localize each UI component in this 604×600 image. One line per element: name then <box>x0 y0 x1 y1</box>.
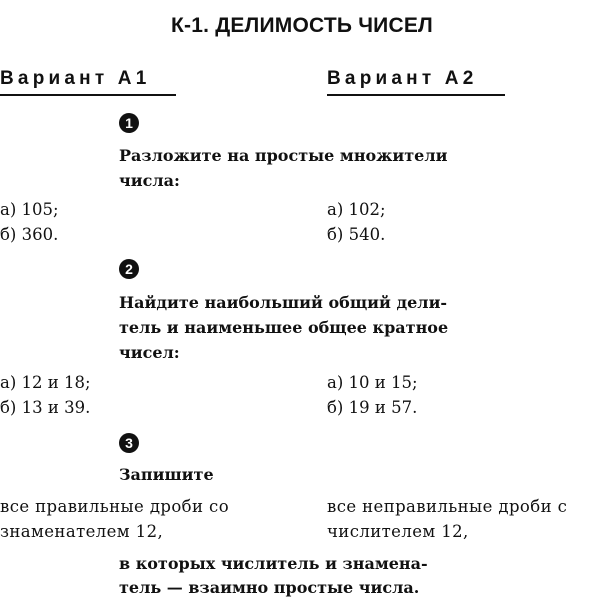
task-3-footer-line-2: тель — взаимно простые числа. <box>119 578 420 597</box>
task-3-a1-line-1: все правильные дроби со <box>0 497 230 516</box>
task-2-a2-item-a: а) 10 и 15; <box>327 373 418 392</box>
task-3-number-badge: 3 <box>119 433 139 453</box>
task-3-prompt-line-1: Запишите <box>119 465 214 484</box>
task-2-a1-item-b: б) 13 и 39. <box>0 398 91 417</box>
task-1-prompt-line-1: Разложите на простые множители <box>119 146 448 165</box>
task-2-prompt-line-1: Найдите наибольший общий дели- <box>119 293 448 312</box>
task-1-a1-item-b: б) 360. <box>0 225 59 244</box>
task-1-prompt-line-2: числа: <box>119 171 180 190</box>
task-1-a2-item-b: б) 540. <box>327 225 386 244</box>
task-1-a2-item-a: а) 102; <box>327 200 386 219</box>
task-1-a1-item-a: а) 105; <box>0 200 59 219</box>
task-1-number-badge: 1 <box>119 113 139 133</box>
task-2-prompt-line-2: тель и наименьшее общее кратное <box>119 318 449 337</box>
task-3-a2-line-1: все неправильные дроби с <box>327 497 568 516</box>
task-2-a2-item-b: б) 19 и 57. <box>327 398 418 417</box>
page-title: К-1. ДЕЛИМОСТЬ ЧИСЕЛ <box>171 14 433 37</box>
task-2-a1-item-a: а) 12 и 18; <box>0 373 91 392</box>
task-3-a1-line-2: знаменателем 12, <box>0 522 164 541</box>
variant-a1-header: Вариант А1 <box>0 68 176 96</box>
task-3-footer-line-1: в которых числитель и знамена- <box>119 554 428 573</box>
task-2-number-badge: 2 <box>119 259 139 279</box>
task-2-prompt-line-3: чисел: <box>119 343 180 362</box>
variant-a2-header: Вариант А2 <box>327 68 505 96</box>
task-3-a2-line-2: числителем 12, <box>327 522 469 541</box>
